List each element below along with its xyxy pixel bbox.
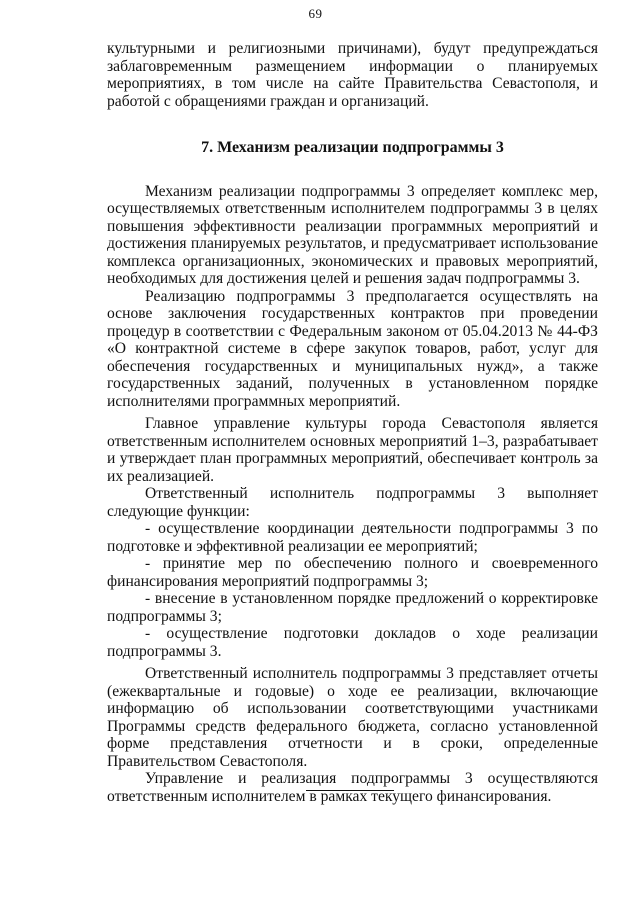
- paragraph-responsible-executor: Главное управление культуры города Севастополя является ответственным исполнителем основных мероприятий 1–3, разрабатывает и утверждает план программных мероприятий, обеспечивает контроль за их реализацией.: [107, 415, 598, 485]
- paragraph-reporting: Ответственный исполнитель подпрограммы 3 представляет отчеты (ежеквартальные и годовые) о ходе ее реализации, включающие информацию об использовании соответствующими участниками Программы средств федерального бюджета, согласно установленной форме представления отчетности и в сроки, определенные Правительством Севастополя.: [107, 665, 598, 770]
- list-item-coordination: - осуществление координации деятельности подпрограммы 3 по подготовке и эффективной реализации ее мероприятий;: [107, 520, 598, 555]
- list-item-proposals: - внесение в установленном порядке предложений о корректировке подпрограммы 3;: [107, 590, 598, 625]
- list-item-financing: - принятие мер по обеспечению полного и своевременного финансирования мероприятий подпрограммы 3;: [107, 555, 598, 590]
- section-heading: 7. Механизм реализации подпрограммы 3: [201, 139, 504, 156]
- paragraph-contracts: Реализацию подпрограммы 3 предполагается осуществлять на основе заключения государственных контрактов при проведении процедур в соответствии с Федеральным законом от 05.04.2013 № 44-ФЗ «О контрактной системе в сфере закупок товаров, работ, услуг для обеспечения государственных и муниципальных нужд», а также государственных заданий, полученных в установленном порядке исполнителями программных мероприятий.: [107, 287, 598, 410]
- lead-paragraph: культурными и религиозными причинами), будут предупреждаться заблаговременным размещением информации о планируемых мероприятиях, в том числе на сайте Правительства Севастополя, и работой с обращениями граждан и организаций.: [107, 40, 598, 110]
- paragraph-management: Управление и реализация подпрограммы 3 осуществляются ответственным исполнителем в рамках текущего финансирования.: [107, 770, 598, 805]
- document-body: [107, 40, 598, 805]
- page-number: 69: [308, 6, 323, 21]
- closing-divider: [306, 790, 394, 791]
- paragraph-functions-intro: Ответственный исполнитель подпрограммы 3 выполняет следующие функции:: [107, 485, 598, 520]
- list-item-reports: - осуществление подготовки докладов о ходе реализации подпрограммы 3.: [107, 625, 598, 660]
- paragraph-mechanism: Механизм реализации подпрограммы 3 определяет комплекс мер, осуществляемых ответственным исполнителем подпрограммы 3 в целях повышения эффективности реализации программных мероприятий и достижения планируемых результатов, и предусматривает использование комплекса организационных, экономических и правовых мероприятий, необходимых для достижения целей и решения задач подпрограммы 3.: [107, 182, 598, 287]
